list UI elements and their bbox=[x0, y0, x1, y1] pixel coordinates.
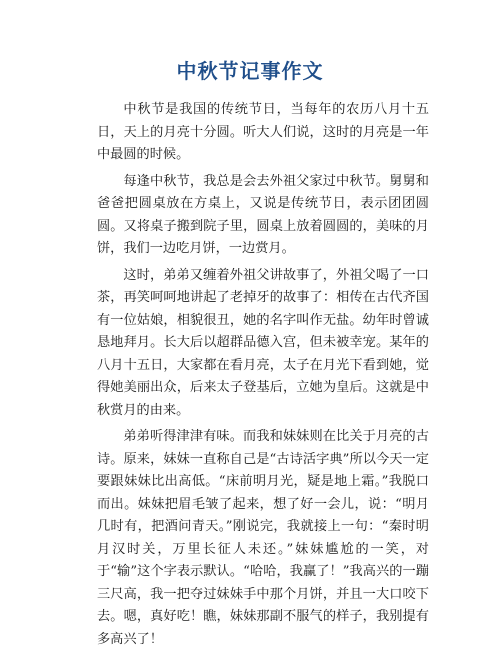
document-title: 中秋节记事作文 bbox=[176, 59, 324, 83]
paragraph: 每逢中秋节，我总是会去外祖父家过中秋节。舅舅和爸爸把圆桌放在方桌上，又说是传统节日，表示团团圆圆。又将桌子搬到院子里，圆桌上放着圆圆的，美味的月饼，我们一边吃月饼，一边赏月。 bbox=[97, 173, 429, 256]
paragraph: 中秋节是我国的传统节日，当每年的农历八月十五日，天上的月亮十分圆。听大人们说，这时的月亮是一年中最圆的时候。 bbox=[97, 102, 429, 162]
paragraph: 这时，弟弟又缠着外祖父讲故事了，外祖父喝了一口茶，再笑呵呵地讲起了老掉牙的故事了：相传在古代齐国有一位姑娘，相貌很丑，她的名字叫作无盐。幼年时曾诚恳地拜月。长大后以超群品德入宫，但未被幸宠。某年的八月十五日，大家都在看月亮，太子在月光下看到她，觉得她美丽出众，后来太子登基后，立她为皇后。这就是中秋赏月的由来。 bbox=[97, 267, 429, 418]
document-body bbox=[97, 99, 429, 655]
paragraph: 弟弟听得津津有味。而我和妹妹则在比关于月亮的古诗。原来，妹妹一直称自己是“古诗活字典”所以今天一定要跟妹妹比出高低。“床前明月光，疑是地上霜。”我脱口而出。妹妹把眉毛皱了起来，想了好一会儿，说：“明月几时有，把酒问青天。”刚说完，我就接上一句：“秦时明月汉时关，万里长征人未还。”妹妹尴尬的一笑，对于“输”这个字表示默认。“哈哈，我赢了！”我高兴的一蹦三尺高，我一把夺过妹妹手中那个月饼，并且一大口咬下去。嗯，真好吃！瞧，妹妹那副不服气的样子，我别提有多高兴了！ bbox=[97, 429, 429, 647]
